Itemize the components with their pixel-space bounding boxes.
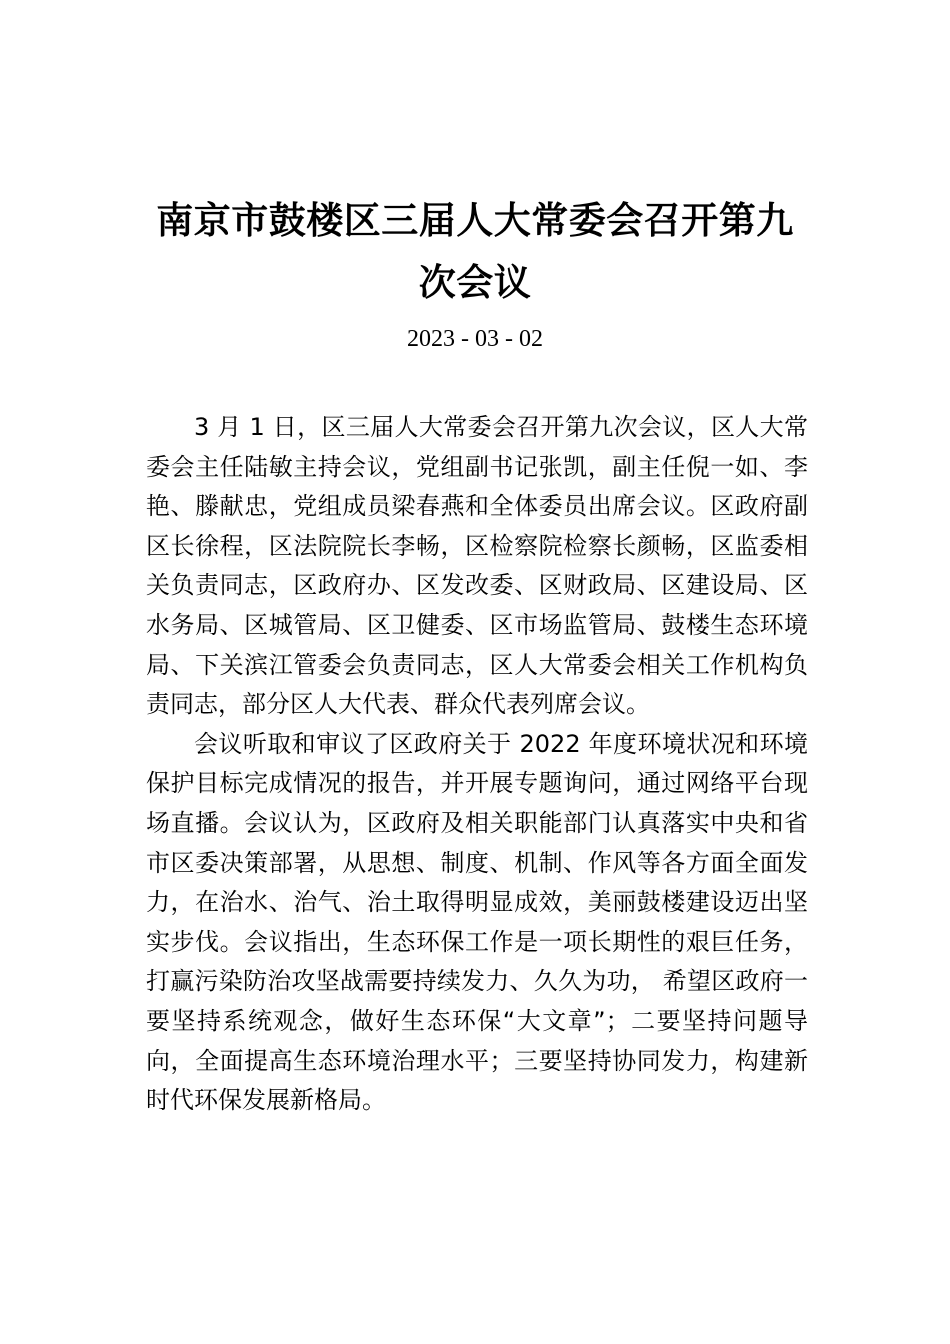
paragraph: 会议听取和审议了区政府关于 2022 年度环境状况和环境保护目标完成情况的报告，并开展专题询问，通过网络平台现场直播。会议认为，区政府及相关职能部门认真落实中央和省市区委决策部署，从思想、制度、机制、作风等各方面全面发力，在治水、治气、治土取得明显成效，美丽鼓楼建设迈出坚实步伐。会议指出，生态环保工作是一项长期性的艰巨任务，打赢污染防治攻坚战需要持续发力、久久为功， 希望区政府一要坚持系统观念，做好生态环保“大文章”；二要坚持问题导向，全面提高生态环境治理水平；三要坚持协同发力，构建新时代环保发展新格局。 [146,729,808,1115]
publish-date: 2023 - 03 - 02 [407,326,543,352]
article-body [146,408,808,1121]
document-title: 南京市鼓楼区三届人大常委会召开第九次会议 [156,199,794,304]
paragraph: 3 月 1 日，区三届人大常委会召开第九次会议，区人大常委会主任陆敏主持会议，党组副书记张凯，副主任倪一如、李艳、滕献忠，党组成员梁春燕和全体委员出席会议。区政府副区长徐程，区法院院长李畅，区检察院检察长颜畅，区监委相关负责同志，区政府办、区发改委、区财政局、区建设局、区水务局、区城管局、区卫健委、区市场监管局、鼓楼生态环境局、下关滨江管委会负责同志，区人大常委会相关工作机构负责同志，部分区人大代表、群众代表列席会议。 [146,413,808,719]
